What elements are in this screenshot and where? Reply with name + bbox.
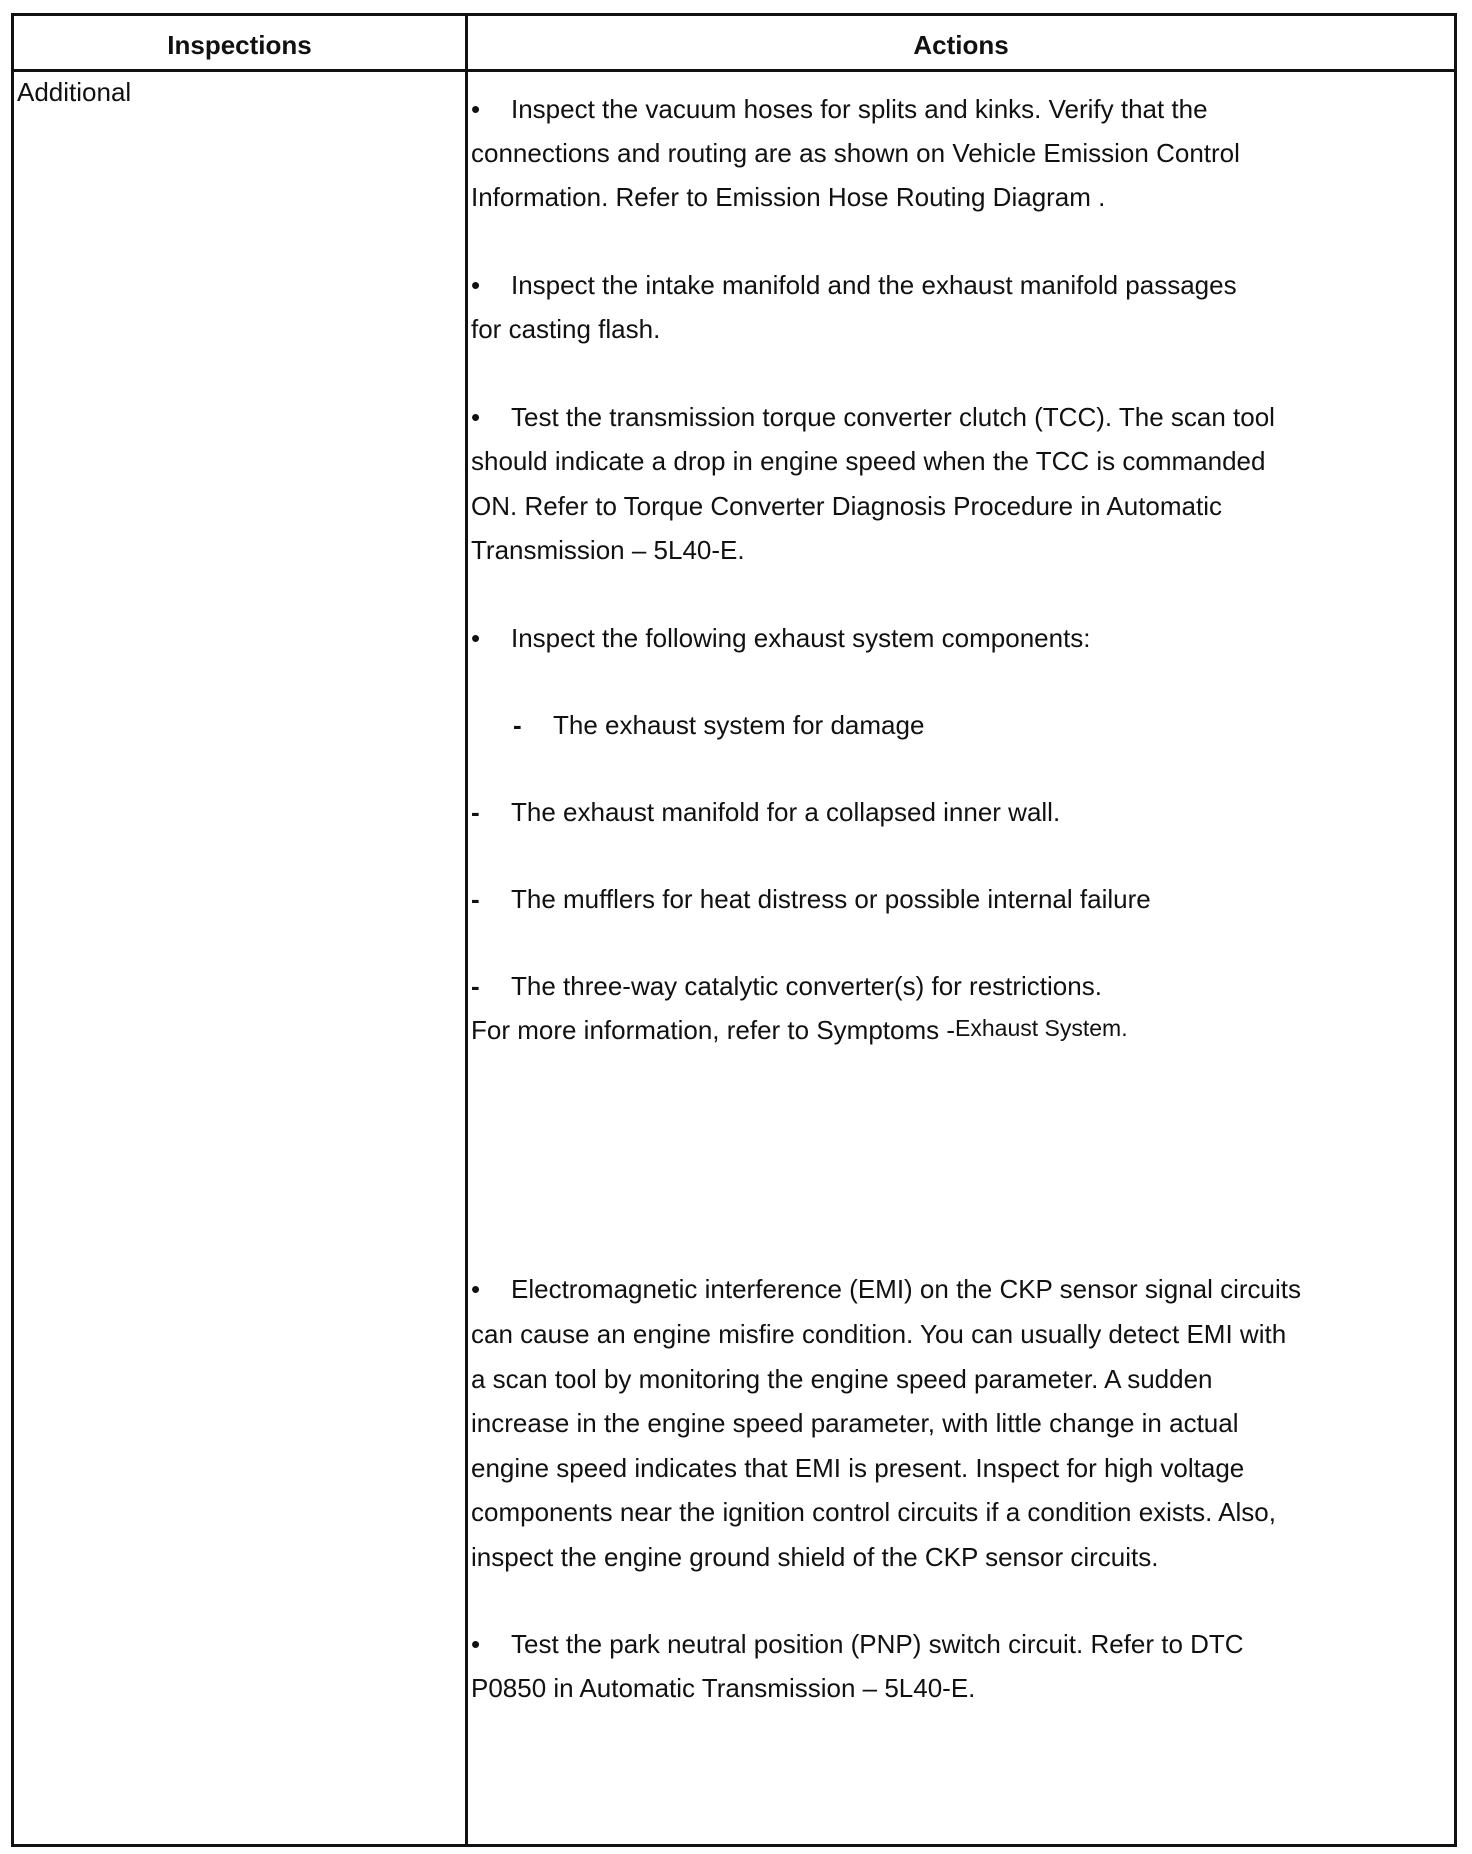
- action-line: should indicate a drop in engine speed when the TCC is commanded: [471, 446, 1266, 476]
- action-line: For more information, refer to Symptoms -Exhaust System.: [471, 1015, 1128, 1045]
- inspection-type: Additional: [17, 77, 132, 107]
- action-line: • Inspect the intake manifold and the exhaust manifold passages: [471, 263, 1237, 307]
- action-line: ON. Refer to Torque Converter Diagnosis Procedure in Automatic: [471, 491, 1222, 521]
- action-line: • Inspect the vacuum hoses for splits and kinks. Verify that the: [471, 87, 1208, 131]
- bullet-icon: •: [471, 1274, 481, 1304]
- bullet-icon: •: [471, 1629, 481, 1659]
- action-line: • Inspect the following exhaust system components:: [471, 616, 1091, 660]
- header-inspections: Inspections: [167, 30, 312, 60]
- action-subitem: - The mufflers for heat distress or possible internal failure: [471, 877, 1151, 921]
- dash-icon: -: [513, 710, 522, 740]
- action-line: engine speed indicates that EMI is present. Inspect for high voltage: [471, 1453, 1245, 1483]
- action-line: increase in the engine speed parameter, with little change in actual: [471, 1408, 1239, 1438]
- action-subitem: - The exhaust manifold for a collapsed inner wall.: [471, 790, 1060, 834]
- dash-icon: -: [471, 971, 480, 1001]
- action-line: P0850 in Automatic Transmission – 5L40-E.: [471, 1673, 976, 1703]
- dash-icon: -: [471, 884, 480, 914]
- table-header-row: [14, 16, 1454, 72]
- bullet-icon: •: [471, 94, 481, 124]
- action-line: • Electromagnetic interference (EMI) on the CKP sensor signal circuits: [471, 1267, 1301, 1311]
- action-line: for casting flash.: [471, 314, 661, 344]
- bullet-icon: •: [471, 402, 481, 432]
- action-subitem: - The exhaust system for damage: [513, 703, 924, 747]
- dash-icon: -: [471, 797, 480, 827]
- action-line: • Test the transmission torque converter clutch (TCC). The scan tool: [471, 395, 1275, 439]
- bullet-icon: •: [471, 270, 481, 300]
- column-divider: [465, 16, 468, 1844]
- action-line: components near the ignition control circuits if a condition exists. Also,: [471, 1497, 1276, 1527]
- action-line: can cause an engine misfire condition. You can usually detect EMI with: [471, 1319, 1287, 1349]
- action-subitem: - The three-way catalytic converter(s) for restrictions.: [471, 964, 1102, 1008]
- action-line: inspect the engine ground shield of the CKP sensor circuits.: [471, 1542, 1159, 1572]
- action-line: Transmission – 5L40-E.: [471, 535, 745, 565]
- action-line: Information. Refer to Emission Hose Routing Diagram .: [471, 182, 1106, 212]
- action-line: a scan tool by monitoring the engine speed parameter. A sudden: [471, 1364, 1213, 1394]
- action-line: • Test the park neutral position (PNP) switch circuit. Refer to DTC: [471, 1622, 1244, 1666]
- header-actions: Actions: [913, 30, 1009, 60]
- bullet-icon: •: [471, 623, 481, 653]
- action-line: connections and routing are as shown on Vehicle Emission Control: [471, 138, 1240, 168]
